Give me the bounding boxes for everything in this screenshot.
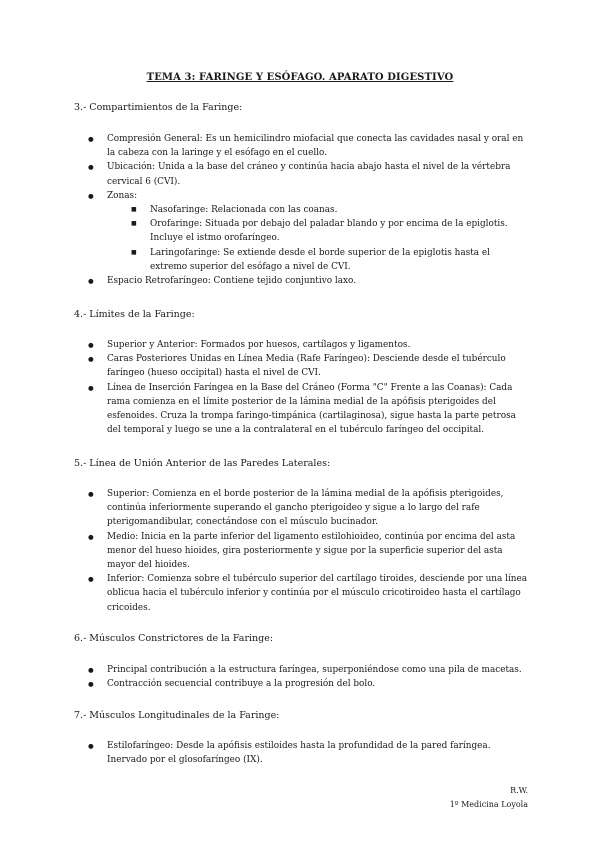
list-item: ● Contracción secuencial contribuye a la progresión del bolo. xyxy=(88,677,528,691)
sub-list-item: ■ Orofaringe: Situada por debajo del paladar blando y por encima de la epiglotis. Incluye el istmo orofaríngeo. xyxy=(131,217,528,245)
list-item: ● Superior y Anterior: Formados por huesos, cartílagos y ligamentos. xyxy=(88,338,528,352)
section-6-list xyxy=(88,663,528,691)
list-item: ● Superior: Comienza en el borde posterior de la lámina medial de la apófisis pterigoides, continúa inferiormente superando el gancho pterigoideo y sigue a lo largo del rafe pterigomandibular, conectándose con el músculo bucinador. xyxy=(88,487,528,530)
section-7-list xyxy=(88,739,528,767)
section-6-heading: 6.- Músculos Constrictores de la Faringe: xyxy=(74,633,274,644)
section-4-heading: 4.- Límites de la Faringe: xyxy=(74,309,195,320)
section-5-list xyxy=(88,487,528,615)
section-5-heading: 5.- Línea de Unión Anterior de las Paredes Laterales: xyxy=(74,458,331,469)
section-7-heading: 7.- Músculos Longitudinales de la Faringe: xyxy=(74,710,280,721)
footer-initials: R.W. xyxy=(510,786,528,795)
section-3-list xyxy=(88,132,528,288)
list-item: ● Caras Posteriores Unidas en Línea Media (Rafe Faríngeo): Desciende desde el tubérculo faríngeo (hueso occipital) hasta el nivel de CVI. xyxy=(88,352,528,380)
zonas-sublist xyxy=(131,203,528,274)
list-item: ● Estilofaríngeo: Desde la apófisis estiloides hasta la profundidad de la pared faríngea. Inervado por el glosofaríngeo (IX). xyxy=(88,739,528,767)
list-item: ● Compresión General: Es un hemicilindro miofacial que conecta las cavidades nasal y oral en la cabeza con la laringe y el esófago en el cuello. xyxy=(88,132,528,160)
zonas-label: Zonas: xyxy=(107,190,138,201)
sub-list-item: ■ Nasofaringe: Relacionada con las coanas. xyxy=(131,203,528,217)
list-item: ● Espacio Retrofaríngeo: Contiene tejido conjuntivo laxo. xyxy=(88,274,528,288)
list-item: ● Inferior: Comienza sobre el tubérculo superior del cartílago tiroides, desciende por una línea oblicua hacia el tubérculo inferior y continúa por el músculo cricotiroideo hasta el cartílago cricoides. xyxy=(88,572,528,615)
sub-list-item: ■ Laringofaringe: Se extiende desde el borde superior de la epiglotis hasta el extremo superior del esófago a nivel de CVI. xyxy=(131,246,528,274)
list-item: ● Línea de Inserción Faríngea en la Base del Cráneo (Forma "C" Frente a las Coanas): Cada rama comienza en el límite posterior de la lámina medial de la apófisis pterigoides del esfenoides. Cruza la trompa faringo-timpánica (cartilaginosa), sigue hasta la parte petrosa del temporal y luego se une a la contralateral en el tubérculo faríngeo del occipital. xyxy=(88,381,528,438)
section-3-heading: 3.- Compartimientos de la Faringe: xyxy=(74,102,243,113)
footer-course: 1º Medicina Loyola xyxy=(449,800,528,809)
list-item: ● Principal contribución a la estructura faríngea, superponiéndose como una pila de macetas. xyxy=(88,663,528,677)
list-item xyxy=(88,189,528,274)
list-item: ● Medio: Inicia en la parte inferior del ligamento estilohioideo, continúa por encima del asta menor del hueso hioides, gira posteriormente y sigue por la superficie superior del asta mayor del hioides. xyxy=(88,530,528,573)
section-4-list xyxy=(88,338,528,437)
list-item: ● Ubicación: Unida a la base del cráneo y continúa hacia abajo hasta el nivel de la vértebra cervical 6 (CVI). xyxy=(88,160,528,188)
page-title: TEMA 3: FARINGE Y ESÓFAGO. APARATO DIGESTIVO xyxy=(146,72,454,83)
